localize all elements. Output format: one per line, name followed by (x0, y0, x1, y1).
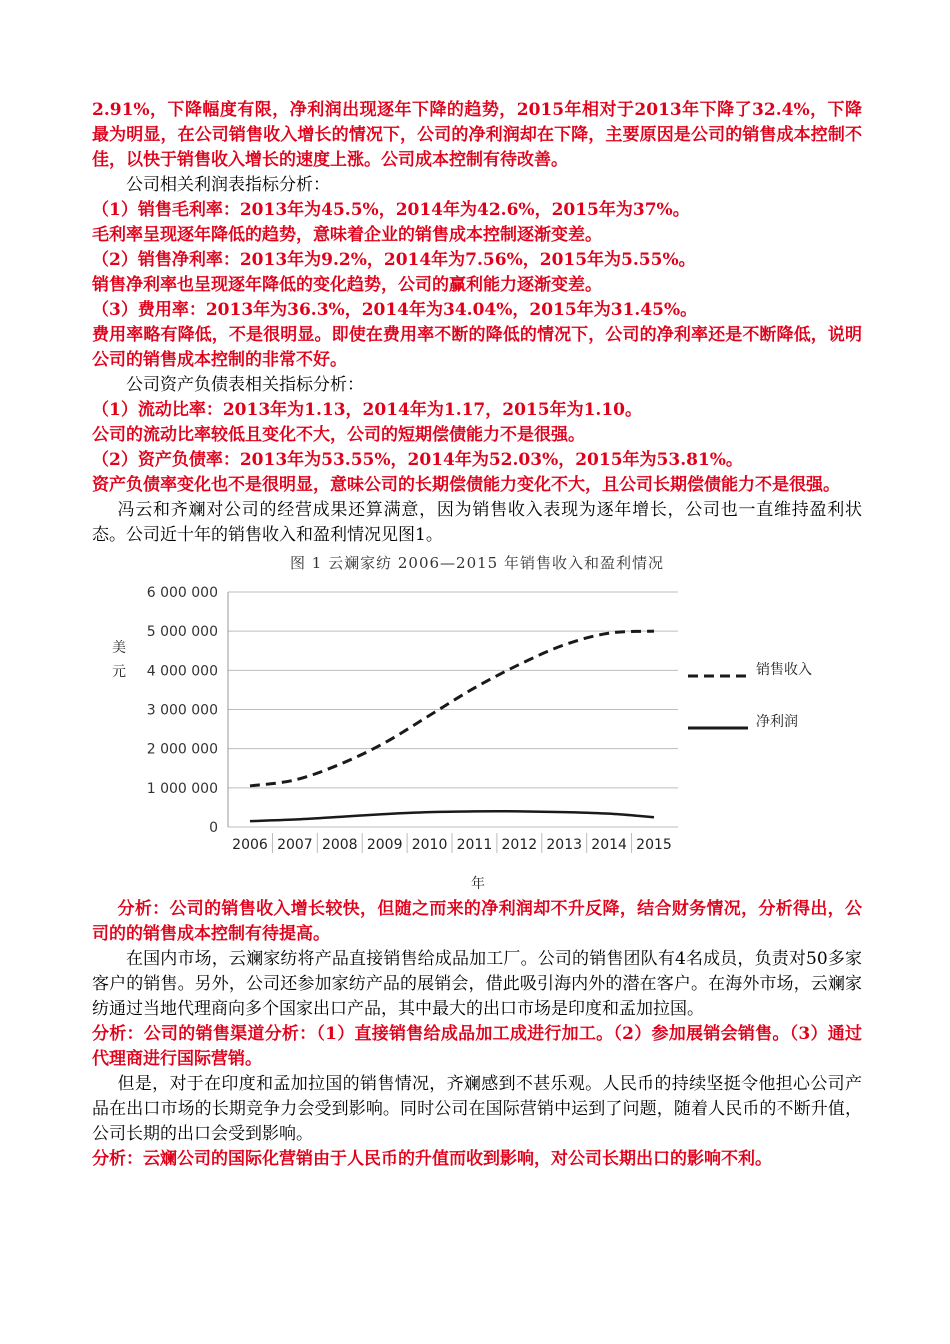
current-ratio-comment: 公司的流动比率较低且变化不大，公司的短期偿债能力不是很强。 (92, 425, 585, 445)
legend-label: 净利润 (756, 714, 798, 730)
x-tick-label: 2012 (501, 837, 538, 853)
x-tick-label: 2007 (277, 837, 313, 853)
y-tick-label: 6 000 000 (146, 585, 218, 601)
x-tick-label: 2008 (321, 837, 358, 853)
x-tick-label: 2014 (591, 837, 627, 853)
debt-ratio-comment: 资产负债率变化也不是很明显，意味公司的长期偿债能力变化不大，且公司长期偿债能力不是很强。 (92, 475, 840, 495)
heading-balance-analysis: 公司资产负债表相关指标分析： (126, 375, 364, 395)
line-chart (92, 552, 862, 897)
paragraph-rmb-concern: 但是，对于在印度和孟加拉国的销售情况，齐斓感到不甚乐观。人民币的持续坚挺令他担心公司产品在出口市场的长期竞争力会受到影响。同时公司在国际营销中运到了问题，随着人民币的不断升值，公司长期的出口会受到影响。 (92, 1074, 862, 1144)
y-axis-label-1: 美 (112, 640, 126, 656)
y-tick-label: 5 000 000 (146, 624, 218, 641)
figure-1-chart (92, 552, 862, 897)
legend-label: 销售收入 (756, 662, 812, 678)
y-axis-label-2: 元 (112, 664, 126, 680)
y-tick-label: 1 000 000 (146, 780, 218, 797)
expense-rate-line: （3）费用率：2013年为36.3%，2014年为34.04%，2015年为31.45%。 (92, 300, 698, 320)
x-tick-label: 2013 (546, 837, 583, 853)
y-tick-label: 2 000 000 (146, 741, 218, 758)
paragraph-profit-trend: 2.91%，下降幅度有限，净利润出现逐年下降的趋势，2015年相对于2013年下降了32.4%，下降最为明显，在公司销售收入增长的情况下，公司的净利润却在下降，主要原因是公司的销售成本控制不佳，以快于销售收入增长的速度上涨。公司成本控制有待改善。 (92, 100, 862, 170)
paragraph-domestic-market: 在国内市场，云斓家纺将产品直接销售给成品加工厂。公司的销售团队有4名成员，负责对50多家客户的销售。另外，公司还参加家纺产品的展销会，借此吸引海内外的潜在客户。在海外市场，云斓家纺通过当地代理商向多个国家出口产品，其中最大的出口市场是印度和孟加拉国。 (92, 949, 862, 1019)
y-tick-label: 0 (209, 820, 218, 836)
y-tick-label: 4 000 000 (146, 663, 218, 680)
paragraph-intro-figure: 冯云和齐斓对公司的经营成果还算满意，因为销售收入表现为逐年增长，公司也一直维持盈利状态。公司近十年的销售收入和盈利情况见图1。 (92, 500, 862, 545)
y-tick-label: 3 000 000 (146, 702, 218, 719)
debt-ratio-line: （2）资产负债率：2013年为53.55%，2014年为52.03%，2015年为53.81%。 (92, 450, 743, 470)
expense-rate-comment: 费用率略有降低，不是很明显。即使在费用率不断的降低的情况下，公司的净利率还是不断降低，说明公司的销售成本控制的非常不好。 (92, 325, 862, 370)
series-net-profit (250, 811, 654, 821)
net-margin-line: （2）销售净利率：2013年为9.2%，2014年为7.56%，2015年为5.55%。 (92, 250, 696, 270)
series-sales-revenue (250, 631, 654, 786)
document-page (92, 98, 862, 1172)
x-tick-label: 2010 (411, 837, 448, 853)
gross-margin-comment: 毛利率呈现逐年降低的趋势，意味着企业的销售成本控制逐渐变差。 (92, 225, 602, 245)
gross-margin-line: （1）销售毛利率：2013年为45.5%，2014年为42.6%，2015年为37%。 (92, 200, 690, 220)
heading-income-analysis: 公司相关利润表指标分析： (126, 175, 330, 195)
net-margin-comment: 销售净利率也呈现逐年降低的变化趋势，公司的赢利能力逐渐变差。 (92, 275, 602, 295)
analysis-sales-channel: 分析：公司的销售渠道分析：（1）直接销售给成品加工成进行加工。（2）参加展销会销售。（3）通过代理商进行国际营销。 (92, 1024, 862, 1069)
x-tick-label: 2009 (366, 837, 403, 853)
x-tick-label: 2006 (232, 837, 268, 853)
x-axis-label: 年 (471, 876, 485, 892)
chart-title: 图 1 云斓家纺 2006—2015 年销售收入和盈利情况 (290, 554, 664, 572)
x-tick-label: 2011 (456, 837, 493, 853)
analysis-sales-profit: 分析：公司的销售收入增长较快，但随之而来的净利润却不升反降，结合财务情况，分析得出，公司的的销售成本控制有待提高。 (92, 899, 862, 944)
analysis-international: 分析：云斓公司的国际化营销由于人民币的升值而收到影响，对公司长期出口的影响不利。 (92, 1149, 772, 1169)
x-tick-label: 2015 (636, 837, 672, 853)
current-ratio-line: （1）流动比率：2013年为1.13，2014年为1.17，2015年为1.10。 (92, 400, 642, 420)
